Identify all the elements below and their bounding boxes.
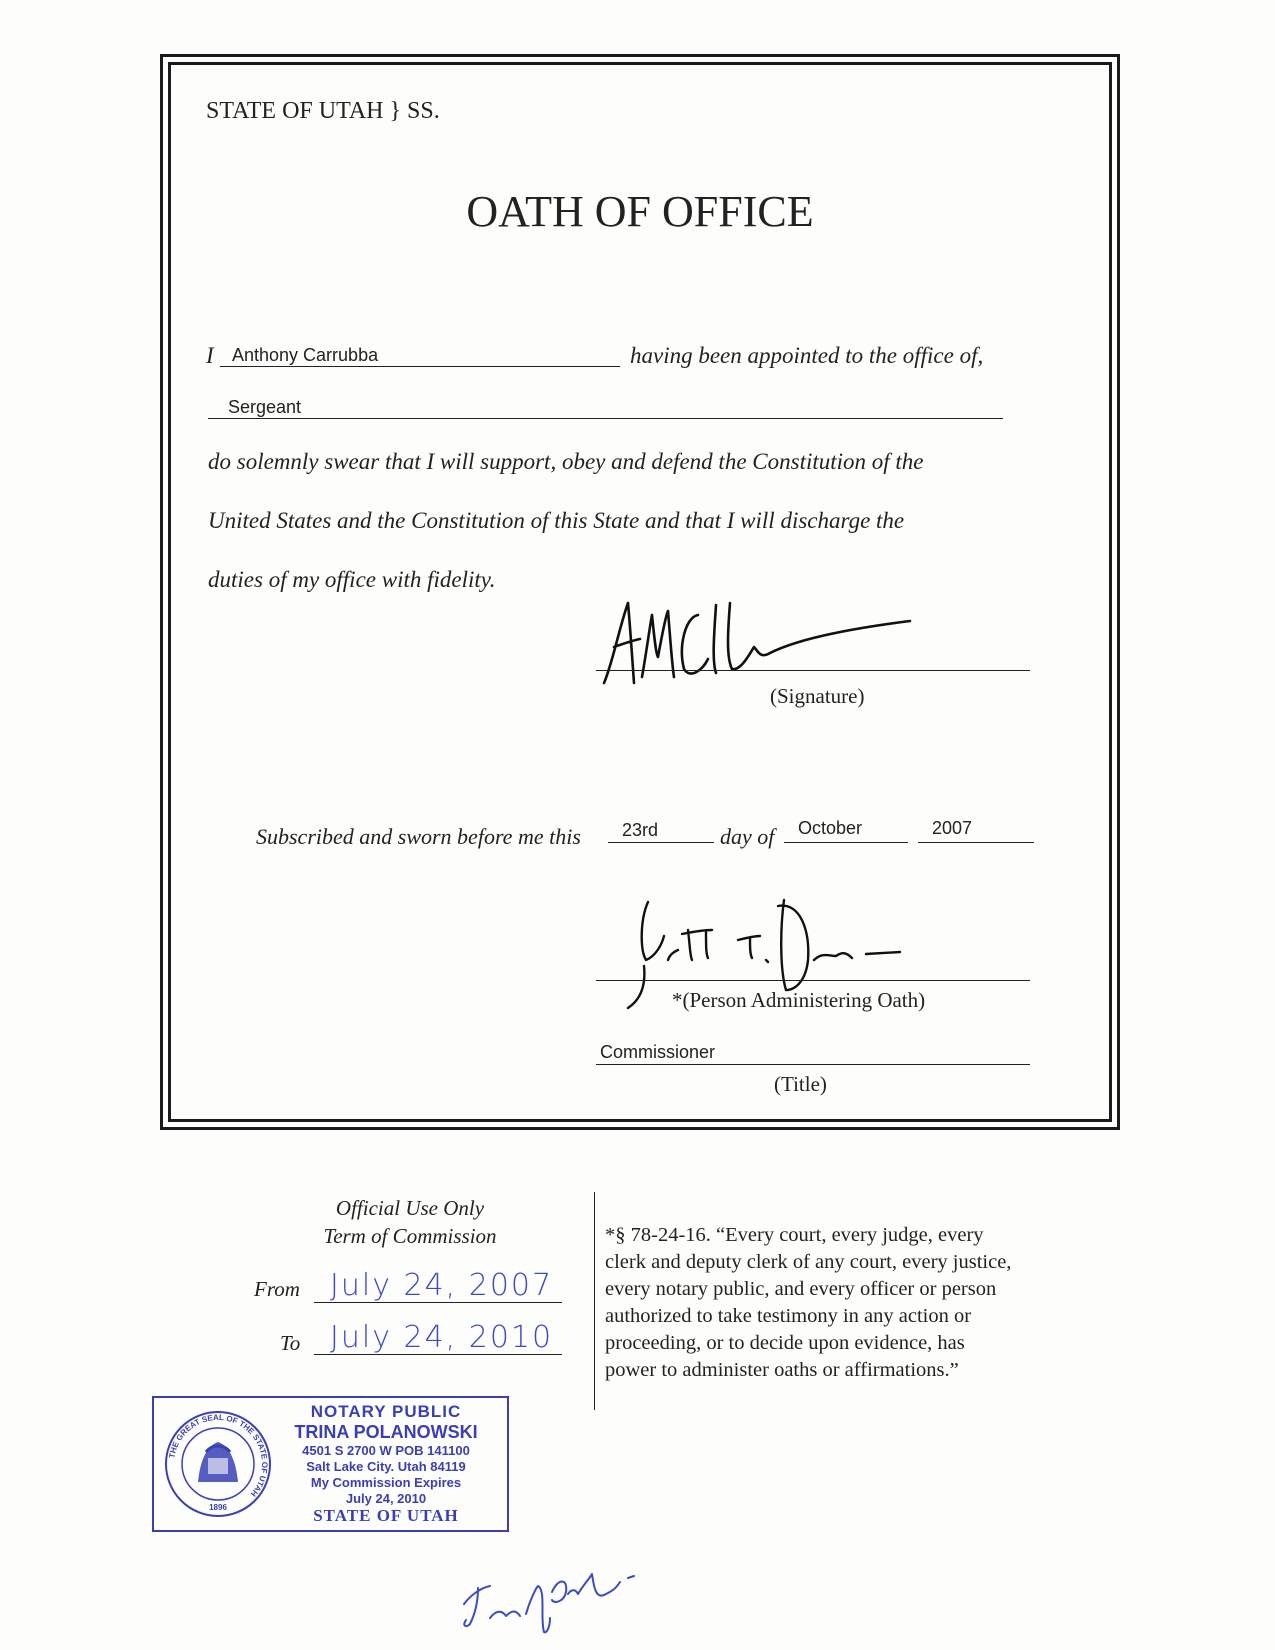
stamp-line-1: NOTARY PUBLIC	[310, 1402, 462, 1421]
statute-line: every notary public, and every officer or person	[605, 1278, 997, 1300]
from-label: From	[254, 1277, 300, 1301]
oath-pronoun: I	[206, 343, 214, 368]
name-underline	[220, 366, 620, 367]
from-underline	[314, 1302, 562, 1303]
stamp-line-5: My Commission Expires	[310, 1475, 462, 1490]
statute-line: *§ 78-24-16. “Every court, every judge, every	[605, 1224, 984, 1246]
day-underline	[608, 842, 714, 843]
statute-line: authorized to take testimony in any action or	[605, 1305, 972, 1327]
oath-line-2: United States and the Constitution of this State and that I will discharge the	[208, 508, 905, 533]
administrator-caption: *(Person Administering Oath)	[672, 988, 926, 1012]
page-title: OATH OF OFFICE	[466, 187, 814, 236]
stamp-line-2: TRINA POLANOWSKI	[294, 1422, 478, 1442]
to-value: July 24, 2010	[330, 1320, 554, 1355]
to-label: To	[280, 1331, 301, 1355]
state-seal-icon	[162, 1406, 274, 1522]
statute-line: clerk and deputy clerk of any court, every justice,	[605, 1251, 1012, 1273]
signature-underline	[596, 670, 1030, 671]
name-field: Anthony Carrubba	[232, 345, 379, 365]
from-value: July 24, 2007	[330, 1268, 554, 1303]
official-use-heading: Official Use Only	[335, 1196, 485, 1220]
title-field: Commissioner	[600, 1042, 716, 1062]
seal-year: 1896	[209, 1503, 227, 1512]
sworn-year: 2007	[932, 818, 973, 838]
day-of-text: day of	[720, 824, 775, 849]
notary-signature	[456, 1548, 706, 1638]
statute-text	[605, 1222, 1011, 1384]
oath-line-1: do solemnly swear that I will support, obey and defend the Constitution of the	[208, 449, 924, 474]
statute-line: power to administer oaths or affirmations.”	[605, 1359, 959, 1381]
sworn-day: 23rd	[622, 820, 659, 840]
appointed-text: having been appointed to the office of,	[630, 343, 984, 368]
stamp-line-6: July 24, 2010	[345, 1491, 427, 1506]
oath-taker-signature	[590, 585, 930, 695]
statute-line: proceeding, or to decide upon evidence, has	[605, 1332, 965, 1354]
month-underline	[784, 842, 908, 843]
year-underline	[918, 842, 1034, 843]
signature-caption: (Signature)	[770, 684, 865, 708]
office-underline	[208, 418, 1003, 419]
stamp-line-3: 4501 S 2700 W POB 141100	[302, 1443, 470, 1458]
title-caption: (Title)	[774, 1072, 827, 1096]
sworn-prefix: Subscribed and sworn before me this	[256, 824, 581, 849]
stamp-line-7: STATE OF UTAH	[313, 1506, 459, 1525]
administrator-underline	[596, 980, 1030, 981]
title-underline	[596, 1064, 1030, 1065]
seal-text: THE GREAT SEAL OF THE STATE OF UTAH	[167, 1412, 270, 1499]
office-field: Sergeant	[228, 397, 302, 417]
oath-line-3: duties of my office with fidelity.	[208, 567, 496, 592]
to-underline	[314, 1354, 562, 1355]
notary-stamp	[152, 1396, 509, 1532]
state-line: STATE OF UTAH } SS.	[206, 98, 440, 124]
stamp-line-4: Salt Lake City. Utah 84119	[306, 1459, 466, 1474]
term-heading: Term of Commission	[323, 1224, 497, 1248]
column-divider	[594, 1192, 595, 1410]
sworn-month: October	[798, 818, 863, 838]
